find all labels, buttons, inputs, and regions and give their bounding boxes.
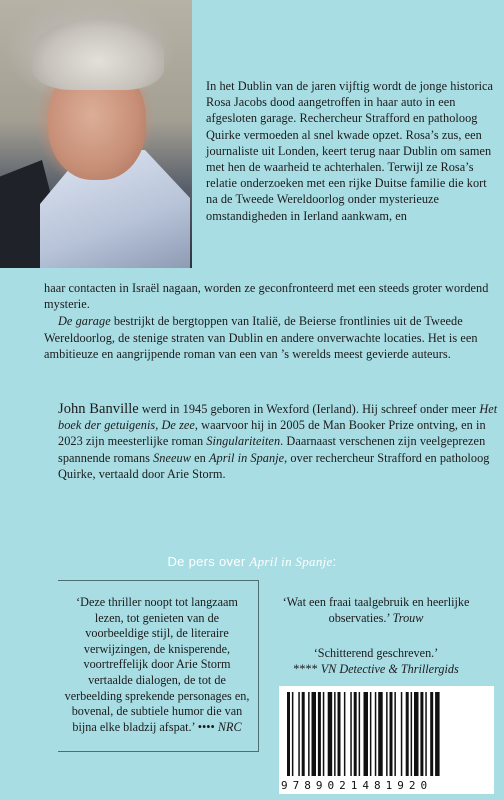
bio-text: werd in 1945 geboren in Wexford (Ierland). Hij schreef onder meer	[138, 402, 480, 416]
barcode-bar	[323, 692, 325, 776]
barcode-bar	[354, 692, 357, 776]
bio-text: ,	[155, 418, 162, 433]
press-quote-nrc	[62, 595, 252, 735]
barcode-bar	[328, 692, 333, 776]
barcode-bar	[378, 692, 383, 776]
barcode-bar	[334, 692, 336, 776]
barcode-bar	[287, 692, 290, 776]
bio-text: en	[190, 450, 209, 465]
barcode-bar	[435, 692, 440, 776]
press-quote-trouw	[276, 595, 476, 626]
barcode-bar	[425, 692, 427, 776]
quote-text: ‘Deze thriller noopt tot langzaam lezen, tot genieten van de voorbeeldige stijl, de literaire verwijzingen, de knisperende, voortreffelijk door Arie Storm vertaalde dialogen, de tot de verbeelding sprekende personages en, bovenal, de subtiele humor die van bijna elke bladzij afspat.’	[64, 595, 250, 734]
author-bio	[58, 401, 498, 482]
bio-text: , over rechercheur Strafford en patholoog Quirke, vertaald door Arie Storm.	[58, 450, 490, 481]
barcode-bar	[364, 692, 369, 776]
quote-source: NRC	[217, 719, 242, 734]
press-quote-vn	[276, 646, 476, 677]
rating-dots: ••••	[197, 719, 215, 734]
barcode-bar	[370, 692, 372, 776]
barcode-bar	[414, 692, 419, 776]
press-heading-book: April in Spanje	[249, 554, 333, 569]
barcode-bar	[292, 692, 294, 776]
bio-text: , waarvoor hij in 2005 de Man Booker Prize ontving, en in 2023 zijn meesterlijke roman	[58, 418, 486, 449]
barcode-bar	[394, 692, 396, 776]
barcode-bar	[390, 692, 393, 776]
barcode-bar	[312, 692, 317, 776]
bio-book-title: Het boek der getuigenis	[58, 402, 498, 433]
press-heading-colon: :	[332, 554, 337, 569]
barcode-bar	[401, 692, 403, 776]
barcode-bar	[344, 692, 346, 776]
quote-source: Trouw	[392, 610, 424, 625]
quote-text: ‘Schitterend geschreven.’	[313, 646, 439, 661]
bio-book-title: Sneeuw	[153, 450, 191, 465]
press-quotes-right	[276, 595, 476, 677]
barcode-bar	[298, 692, 300, 776]
press-heading-text: De pers over	[167, 554, 250, 569]
bio-book-title: April in Spanje	[208, 450, 285, 465]
author-name: John Banville	[58, 401, 139, 417]
blurb-second-text: bestrijkt de bergtoppen van Italië, de Beierse frontlinies uit de Tweede Wereldoorlog, de stenige straten van Dublin en andere onverwachte locaties. Het is een ambitieuze en aangrijpende roman van een van ’s werelds meest gevierde auteurs.	[44, 314, 478, 361]
bio-book-title: Singulariteiten	[206, 434, 281, 449]
barcode-bar	[375, 692, 377, 776]
book-title-de-garage: De garage	[58, 314, 111, 329]
isbn-number: 9789021481920	[281, 779, 433, 792]
barcode-bar	[359, 692, 361, 776]
barcode-bar	[411, 692, 413, 776]
bio-text: . Daarnaast verschenen zijn veelgeprezen spannende romans	[58, 434, 486, 465]
barcode-bar	[420, 692, 423, 776]
press-heading	[0, 554, 504, 570]
author-photo	[0, 0, 192, 268]
barcode-bar	[318, 692, 321, 776]
rating-stars: ****	[293, 661, 318, 676]
quote-text: ‘Wat een fraai taalgebruik en heerlijke observaties.’	[282, 595, 470, 625]
blurb-continued	[44, 280, 499, 362]
barcode-bar	[430, 692, 433, 776]
blurb-second-paragraph	[44, 313, 499, 362]
barcode-bar	[338, 692, 341, 776]
isbn-barcode	[279, 686, 494, 794]
bio-book-title: De zee	[161, 418, 195, 433]
quote-source: VN Detective & Thrillergids	[320, 661, 459, 676]
photo-hair	[32, 18, 164, 90]
blurb-intro	[206, 78, 496, 224]
blurb-continued-text: haar contacten in Israël nagaan, worden ze geconfronteerd met een steeds groter wordend mysterie.	[44, 281, 489, 312]
barcode-bar	[308, 692, 310, 776]
barcode-bar	[406, 692, 409, 776]
barcode-bars	[285, 692, 488, 776]
barcode-bar	[386, 692, 388, 776]
barcode-bar	[350, 692, 352, 776]
barcode-bar	[302, 692, 305, 776]
blurb-intro-text: In het Dublin van de jaren vijftig wordt de jonge historica Rosa Jacobs dood aangetroffen in haar auto in een afgesloten garage. Rechercheur Strafford en patholoog Quirke vermoeden al snel kwade opzet. Rosa’s zus, een journaliste uit Londen, keert terug naar Dublin om samen met hen de waarheid te achterhalen. Terwijl ze Rosa’s relatie onderzoeken met een rijke Duitse familie die kort na de Tweede Wereldoorlog onder mysterieuze omstandigheden in Ierland aankwam, en	[206, 79, 494, 223]
